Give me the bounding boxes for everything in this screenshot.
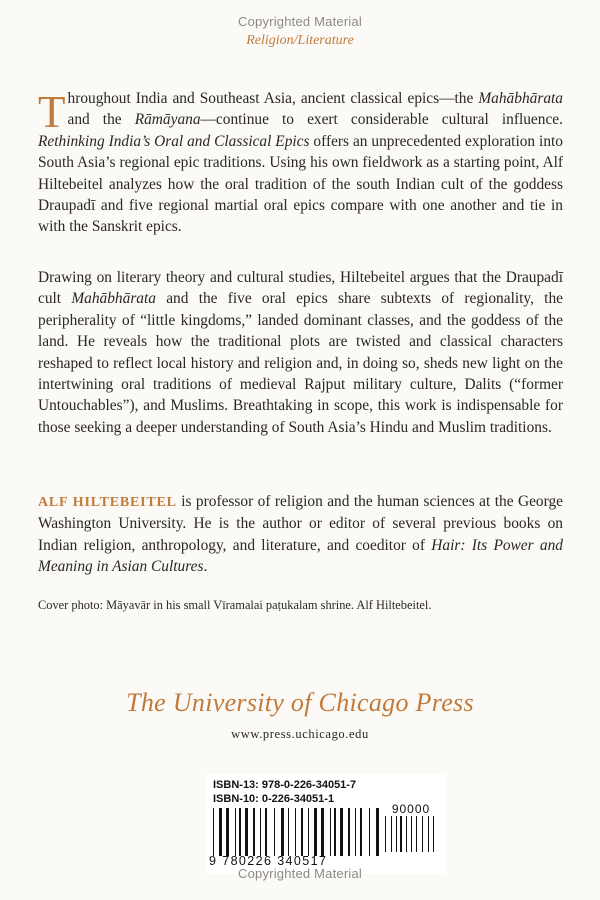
barcode-bar <box>213 808 214 856</box>
barcode-icon <box>213 808 379 856</box>
addon-barcode-icon <box>385 816 437 852</box>
barcode-bar <box>411 816 412 852</box>
publisher-url: www.press.uchicago.edu <box>231 727 369 741</box>
barcode-bar <box>428 816 429 852</box>
barcode-bar <box>391 816 392 852</box>
cover-photo-caption: Cover photo: Māyavār in his small Vīramalai paṭukalam shrine. Alf Hiltebeitel. <box>38 598 432 612</box>
barcode-bar <box>422 816 423 852</box>
barcode-bar <box>265 808 267 856</box>
title-ramayana: Rāmāyana <box>134 111 201 129</box>
barcode-bar <box>385 816 386 852</box>
description-paragraph-1 <box>38 88 563 238</box>
barcode-bar <box>281 808 284 856</box>
text-run: —continue to exert considerable cultural influence. <box>200 111 563 129</box>
barcode-bar <box>308 808 309 856</box>
barcode-bar <box>226 808 229 856</box>
copyright-watermark-bottom: Copyrighted Material <box>238 866 362 881</box>
description-paragraph-2 <box>38 267 563 438</box>
barcode-bar <box>314 808 317 856</box>
text-run: hroughout India and Southeast Asia, ancient classical epics—the <box>67 90 479 107</box>
category-label: Religion/Literature <box>246 33 354 48</box>
barcode-bar <box>348 808 350 856</box>
copyright-watermark-top: Copyrighted Material <box>238 14 362 29</box>
author-name: ALF HILTEBEITEL <box>38 495 177 510</box>
barcode-bar <box>288 808 289 856</box>
ean-digits: 9 780226 340517 <box>209 854 328 868</box>
text-run: and the <box>67 111 135 129</box>
barcode-bar <box>360 808 362 856</box>
text-run: is professor of religion and the human sciences at the George Washington University. He is the author or editor of several previous books on Indian religion, anthropology, and literature, and coeditor of <box>38 493 563 554</box>
barcode-bar <box>369 808 370 856</box>
barcode-bar <box>340 808 343 856</box>
publisher-name: The University of Chicago Press <box>126 688 474 717</box>
text-run: Drawing on literary theory and cultural studies, Hiltebeitel argues that the Draupadī cult <box>38 269 563 308</box>
isbn-barcode-block <box>205 774 445 874</box>
barcode-bar <box>416 816 417 852</box>
price-addon-digits: 90000 <box>391 802 431 816</box>
barcode-bar <box>219 808 222 856</box>
barcode-bar <box>334 808 336 856</box>
barcode-bar <box>274 808 275 856</box>
barcode-bar <box>239 808 241 856</box>
barcode-bar <box>406 816 407 852</box>
barcode-bar <box>433 816 434 852</box>
book-title: Rethinking India’s Oral and Classical Epics <box>38 132 310 150</box>
text-run: offers an unprecedented exploration into South Asia’s regional epic traditions. Using his own fieldwork as a starting point, Alf Hiltebeitel analyzes how the oral tradition of the south Indian cult of the goddess Draupadī and five regional martial oral epics compare with one another and tie in with the Sanskrit epics. <box>38 132 563 236</box>
barcode-bar <box>260 808 261 856</box>
author-bio <box>38 491 563 578</box>
barcode-bar <box>330 808 331 856</box>
barcode-bar <box>253 808 255 856</box>
barcode-bar <box>400 816 402 852</box>
title-mahabharata: Mahābhārata <box>71 290 156 308</box>
drop-cap: T <box>38 87 66 137</box>
barcode-bar <box>245 808 248 856</box>
barcode-bar <box>396 816 397 852</box>
barcode-bar <box>295 808 296 856</box>
isbn-10: ISBN-10: 0-226-34051-1 <box>213 793 335 805</box>
barcode-bar <box>321 808 324 856</box>
coedited-book-title: Hair: Its Power and Meaning in Asian Cultures <box>38 536 563 576</box>
title-mahabharata: Mahābhārata <box>478 90 563 107</box>
barcode-bar <box>301 808 303 856</box>
barcode-bar <box>355 808 356 856</box>
barcode-bar <box>376 808 379 856</box>
barcode-bar <box>235 808 236 856</box>
text-run: and the five oral epics share subtexts of regionality, the peripherality of “little kingdoms,” landed dominant classes, and the goddess of the land. He reveals how the traditional plots are twisted and classical characters reshaped to reflect local history and religion and, in doing so, sheds new light on the intertwining oral traditions of medieval Rajput military culture, Dalits (“former Untouchables”), and Muslims. Breathtaking in scope, this work is indispensable for those seeking a deeper understanding of South Asia’s Hindu and Muslim traditions. <box>38 290 563 436</box>
text-run: . <box>203 558 208 576</box>
isbn-13: ISBN-13: 978-0-226-34051-7 <box>213 779 357 791</box>
